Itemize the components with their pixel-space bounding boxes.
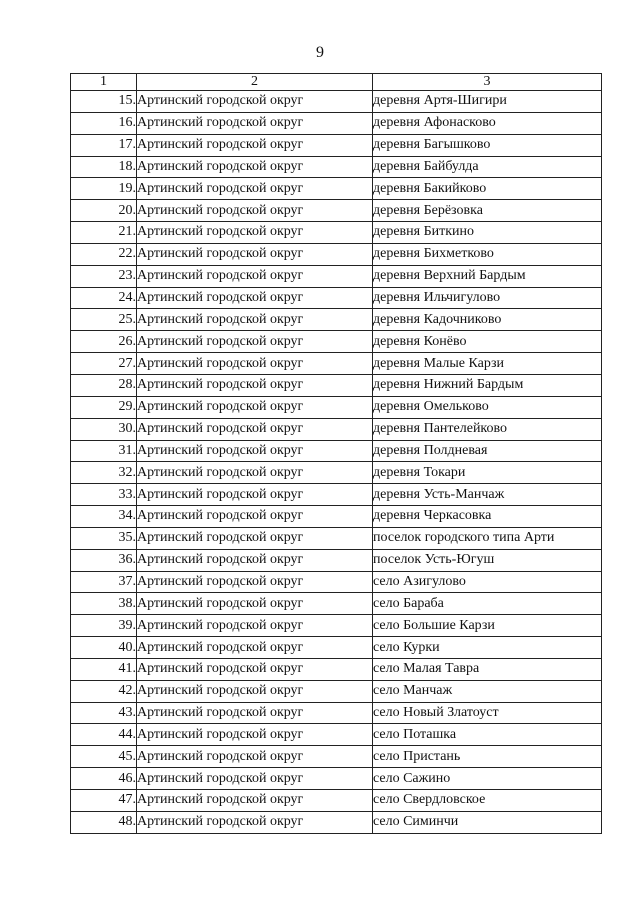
table-row: [71, 178, 602, 200]
row-municipality: Артинский городской округ: [137, 571, 373, 593]
row-municipality: Артинский городской округ: [137, 91, 373, 113]
table-row: [71, 134, 602, 156]
table-row: [71, 331, 602, 353]
table-row: [71, 549, 602, 571]
row-settlement: деревня Малые Карзи: [373, 353, 602, 375]
row-settlement: село Поташка: [373, 724, 602, 746]
row-municipality: Артинский городской округ: [137, 243, 373, 265]
row-number: 47.: [71, 790, 137, 812]
row-settlement: деревня Нижний Бардым: [373, 374, 602, 396]
row-settlement: деревня Ильчигулово: [373, 287, 602, 309]
row-municipality: Артинский городской округ: [137, 265, 373, 287]
table-row: [71, 811, 602, 833]
row-number: 30.: [71, 418, 137, 440]
table-row: [71, 418, 602, 440]
table-row: [71, 658, 602, 680]
table-row: [71, 506, 602, 528]
row-number: 23.: [71, 265, 137, 287]
table-row: [71, 790, 602, 812]
row-municipality: Артинский городской округ: [137, 680, 373, 702]
column-header-municipality: 2: [137, 74, 373, 91]
row-municipality: Артинский городской округ: [137, 156, 373, 178]
row-municipality: Артинский городской округ: [137, 724, 373, 746]
row-number: 16.: [71, 112, 137, 134]
row-settlement: деревня Токари: [373, 462, 602, 484]
table-row: [71, 222, 602, 244]
row-settlement: деревня Бакийково: [373, 178, 602, 200]
row-settlement: деревня Бихметково: [373, 243, 602, 265]
row-settlement: поселок Усть-Югуш: [373, 549, 602, 571]
row-number: 41.: [71, 658, 137, 680]
table-row: [71, 112, 602, 134]
table-header-row: [71, 74, 602, 91]
row-number: 44.: [71, 724, 137, 746]
row-number: 39.: [71, 615, 137, 637]
row-number: 42.: [71, 680, 137, 702]
row-settlement: деревня Омельково: [373, 396, 602, 418]
row-number: 25.: [71, 309, 137, 331]
row-municipality: Артинский городской округ: [137, 418, 373, 440]
row-municipality: Артинский городской округ: [137, 702, 373, 724]
row-number: 43.: [71, 702, 137, 724]
row-municipality: Артинский городской округ: [137, 200, 373, 222]
row-settlement: село Пристань: [373, 746, 602, 768]
row-settlement: село Свердловское: [373, 790, 602, 812]
table-row: [71, 374, 602, 396]
row-number: 24.: [71, 287, 137, 309]
row-settlement: село Сажино: [373, 768, 602, 790]
table-row: [71, 484, 602, 506]
table-row: [71, 396, 602, 418]
table-row: [71, 440, 602, 462]
row-municipality: Артинский городской округ: [137, 811, 373, 833]
row-settlement: поселок городского типа Арти: [373, 527, 602, 549]
row-municipality: Артинский городской округ: [137, 178, 373, 200]
row-number: 36.: [71, 549, 137, 571]
row-number: 20.: [71, 200, 137, 222]
row-number: 45.: [71, 746, 137, 768]
row-municipality: Артинский городской округ: [137, 658, 373, 680]
row-settlement: деревня Байбулда: [373, 156, 602, 178]
row-number: 22.: [71, 243, 137, 265]
row-municipality: Артинский городской округ: [137, 768, 373, 790]
table-row: [71, 287, 602, 309]
row-number: 29.: [71, 396, 137, 418]
table-row: [71, 615, 602, 637]
row-settlement: село Курки: [373, 637, 602, 659]
row-number: 35.: [71, 527, 137, 549]
settlements-table: [70, 73, 602, 834]
table-row: [71, 353, 602, 375]
row-settlement: деревня Верхний Бардым: [373, 265, 602, 287]
row-number: 46.: [71, 768, 137, 790]
row-settlement: село Симинчи: [373, 811, 602, 833]
row-number: 26.: [71, 331, 137, 353]
table-row: [71, 746, 602, 768]
row-settlement: деревня Полдневая: [373, 440, 602, 462]
row-number: 19.: [71, 178, 137, 200]
row-settlement: село Манчаж: [373, 680, 602, 702]
row-settlement: деревня Усть-Манчаж: [373, 484, 602, 506]
row-municipality: Артинский городской округ: [137, 440, 373, 462]
row-settlement: деревня Багышково: [373, 134, 602, 156]
row-municipality: Артинский городской округ: [137, 484, 373, 506]
row-municipality: Артинский городской округ: [137, 112, 373, 134]
row-municipality: Артинский городской округ: [137, 790, 373, 812]
row-number: 27.: [71, 353, 137, 375]
row-settlement: деревня Конёво: [373, 331, 602, 353]
table-row: [71, 571, 602, 593]
row-number: 48.: [71, 811, 137, 833]
row-municipality: Артинский городской округ: [137, 549, 373, 571]
row-municipality: Артинский городской округ: [137, 222, 373, 244]
page-number: 9: [316, 44, 324, 61]
table-row: [71, 156, 602, 178]
row-municipality: Артинский городской округ: [137, 331, 373, 353]
row-municipality: Артинский городской округ: [137, 746, 373, 768]
row-settlement: деревня Пантелейково: [373, 418, 602, 440]
row-settlement: село Малая Тавра: [373, 658, 602, 680]
row-municipality: Артинский городской округ: [137, 134, 373, 156]
row-number: 33.: [71, 484, 137, 506]
row-municipality: Артинский городской округ: [137, 309, 373, 331]
row-settlement: село Большие Карзи: [373, 615, 602, 637]
row-number: 34.: [71, 506, 137, 528]
row-settlement: деревня Артя-Шигири: [373, 91, 602, 113]
row-settlement: деревня Кадочниково: [373, 309, 602, 331]
row-municipality: Артинский городской округ: [137, 637, 373, 659]
row-number: 37.: [71, 571, 137, 593]
table-row: [71, 724, 602, 746]
row-municipality: Артинский городской округ: [137, 615, 373, 637]
column-header-settlement: 3: [373, 74, 602, 91]
row-number: 15.: [71, 91, 137, 113]
row-municipality: Артинский городской округ: [137, 374, 373, 396]
table-row: [71, 593, 602, 615]
table-row: [71, 702, 602, 724]
row-municipality: Артинский городской округ: [137, 527, 373, 549]
row-municipality: Артинский городской округ: [137, 396, 373, 418]
table-row: [71, 680, 602, 702]
row-number: 31.: [71, 440, 137, 462]
table-row: [71, 243, 602, 265]
row-settlement: село Бараба: [373, 593, 602, 615]
row-number: 40.: [71, 637, 137, 659]
table-row: [71, 91, 602, 113]
row-municipality: Артинский городской округ: [137, 287, 373, 309]
row-number: 18.: [71, 156, 137, 178]
table-row: [71, 768, 602, 790]
row-municipality: Артинский городской округ: [137, 462, 373, 484]
row-number: 32.: [71, 462, 137, 484]
row-number: 28.: [71, 374, 137, 396]
row-number: 38.: [71, 593, 137, 615]
table-row: [71, 309, 602, 331]
row-settlement: село Новый Златоуст: [373, 702, 602, 724]
column-header-number: 1: [71, 74, 137, 91]
row-municipality: Артинский городской округ: [137, 353, 373, 375]
table-row: [71, 265, 602, 287]
row-settlement: деревня Афонасково: [373, 112, 602, 134]
row-number: 17.: [71, 134, 137, 156]
table-row: [71, 200, 602, 222]
row-settlement: село Азигулово: [373, 571, 602, 593]
table-row: [71, 462, 602, 484]
row-settlement: деревня Биткино: [373, 222, 602, 244]
row-settlement: деревня Черкасовка: [373, 506, 602, 528]
table-row: [71, 527, 602, 549]
row-settlement: деревня Берёзовка: [373, 200, 602, 222]
row-number: 21.: [71, 222, 137, 244]
row-municipality: Артинский городской округ: [137, 506, 373, 528]
row-municipality: Артинский городской округ: [137, 593, 373, 615]
table-row: [71, 637, 602, 659]
